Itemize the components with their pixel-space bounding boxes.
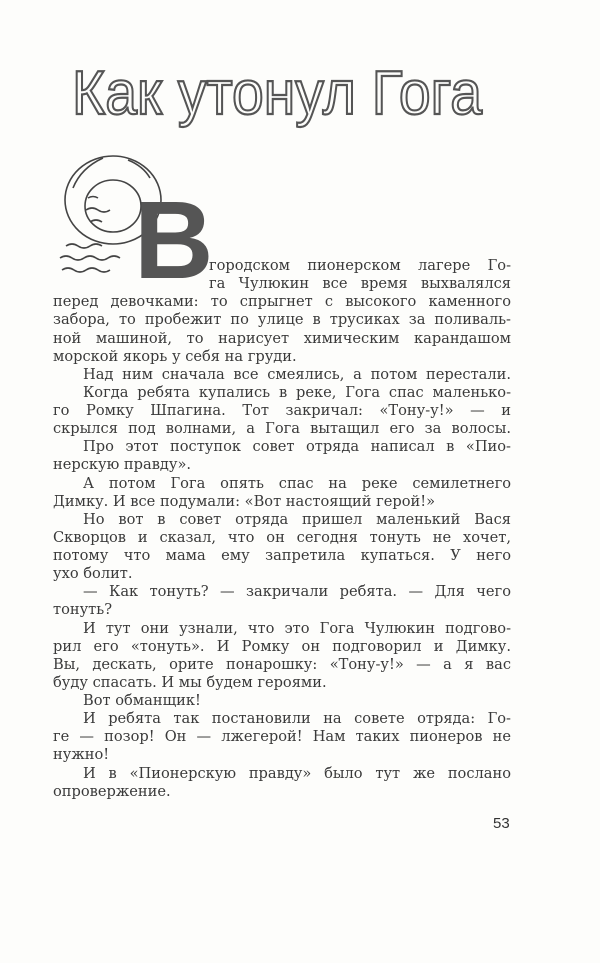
text-line: Димку. И все подумали: «Вот настоящий герой!»	[53, 492, 436, 510]
story-title	[70, 52, 490, 126]
text-line: — Как тонуть? — закричали ребята. — Для чего	[83, 583, 511, 601]
text-line: потому что мама ему запретила купаться. У него	[53, 547, 511, 564]
text-line: А потом Гога опять спас на реке семилетнего	[83, 474, 511, 492]
text-line: Про этот поступок совет отряда написал в «Пио-	[83, 438, 511, 456]
text-line: Но вот в совет отряда пришел маленький Вася	[83, 510, 511, 528]
text-line: забора, то пробежит по улице в трусиках за поливаль-	[53, 311, 511, 329]
text-line: буду спасать. И мы будем героями.	[53, 673, 327, 691]
text-line: ге — позор! Он — лжегерой! Нам таких пионеров не	[53, 728, 511, 746]
text-line: рил его «тонуть». И Ромку он подговорил и Димку.	[53, 637, 511, 655]
text-line: га Чулюкин все время выхвалялся	[209, 275, 511, 293]
text-line: Вот обманщик!	[83, 692, 201, 709]
text-line: перед девочками: то спрыгнет с высокого каменного	[53, 293, 511, 311]
story-body	[53, 257, 511, 801]
text-line: го Ромку Шпагина. Тот закричал: «Тону-у!» — и	[53, 402, 511, 419]
drop-cap-letter: В	[134, 179, 214, 302]
text-line: морской якорь у себя на груди.	[53, 347, 297, 365]
text-line: И тут они узнали, что это Гога Чулюкин подгово-	[83, 619, 511, 637]
text-line: ной машиной, то нарисует химическим карандашом	[53, 329, 511, 347]
text-line: Скворцов и сказал, что он сегодня тонуть не хочет,	[53, 528, 511, 546]
text-line: опровержение.	[53, 782, 171, 800]
text-line: скрылся под волнами, а Гога вытащил его за волосы.	[53, 420, 511, 438]
text-line: городском пионерском лагере Го-	[209, 257, 511, 274]
text-line: тонуть?	[53, 601, 113, 619]
title-text: Как утонул Гога	[72, 59, 483, 128]
page-number: 53	[493, 815, 510, 832]
text-line: Вы, дескать, орите понарошку: «Тону-у!» — а я вас	[53, 655, 511, 673]
text-line: И ребята так постановили на совете отряда: Го-	[83, 710, 511, 728]
text-line: ухо болит.	[53, 565, 133, 583]
text-line: Над ним сначала все смеялись, а потом перестали.	[83, 365, 511, 383]
text-line: нерскую правду».	[53, 456, 192, 474]
text-line: Когда ребята купались в реке, Гога спас маленько-	[83, 383, 511, 401]
text-line: И в «Пионерскую правду» было тут же послано	[83, 764, 511, 782]
text-line: нужно!	[53, 746, 110, 764]
